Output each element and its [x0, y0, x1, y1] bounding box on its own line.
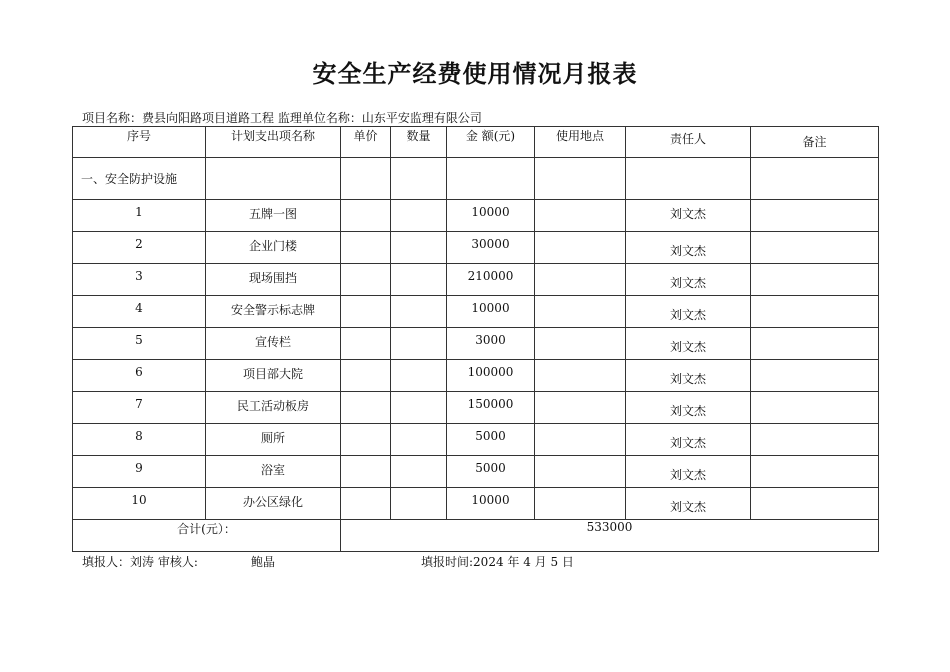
row-seq: 6 — [73, 360, 206, 392]
table-row — [73, 456, 879, 488]
total-label: 合计(元）： — [73, 520, 341, 552]
row-item: 浴室 — [206, 456, 341, 488]
header-location: 使用地点 — [535, 127, 626, 158]
row-responsible: 刘文杰 — [626, 488, 751, 520]
report-title: 安全生产经费使用情况月报表 — [312, 60, 638, 88]
row-item: 厕所 — [206, 424, 341, 456]
row-item: 安全警示标志牌 — [206, 296, 341, 328]
header-item: 计划支出项名称 — [206, 127, 341, 158]
filler-reviewer: 填报人：刘涛 审核人: — [82, 555, 198, 569]
expense-table — [72, 126, 879, 552]
table-header-row — [73, 127, 879, 158]
section-label: 一、安全防护设施 — [73, 158, 206, 200]
row-responsible: 刘文杰 — [626, 360, 751, 392]
row-item: 现场围挡 — [206, 264, 341, 296]
header-remark: 备注 — [751, 127, 879, 158]
section-row — [73, 158, 879, 200]
row-seq: 4 — [73, 296, 206, 328]
row-amount: 150000 — [447, 392, 535, 424]
row-amount: 10000 — [447, 296, 535, 328]
row-amount: 210000 — [447, 264, 535, 296]
table-row — [73, 360, 879, 392]
row-seq: 5 — [73, 328, 206, 360]
row-amount: 10000 — [447, 488, 535, 520]
table-row — [73, 296, 879, 328]
table-row — [73, 200, 879, 232]
row-seq: 9 — [73, 456, 206, 488]
header-amount: 金 额(元) — [447, 127, 535, 158]
row-responsible: 刘文杰 — [626, 232, 751, 264]
total-value: 533000 — [341, 520, 879, 552]
row-seq: 7 — [73, 392, 206, 424]
row-amount: 10000 — [447, 200, 535, 232]
report-date: 填报时间:2024 年 4 月 5 日 — [421, 555, 574, 569]
row-responsible: 刘文杰 — [626, 200, 751, 232]
row-item: 宣传栏 — [206, 328, 341, 360]
table-row — [73, 424, 879, 456]
header-unit-price: 单价 — [341, 127, 391, 158]
row-amount: 30000 — [447, 232, 535, 264]
row-responsible: 刘文杰 — [626, 424, 751, 456]
row-seq: 8 — [73, 424, 206, 456]
project-info: 项目名称：费县向阳路项目道路工程 监理单位名称：山东平安监理有限公司 — [82, 111, 482, 125]
row-responsible: 刘文杰 — [626, 264, 751, 296]
row-item: 企业门楼 — [206, 232, 341, 264]
header-seq: 序号 — [73, 127, 206, 158]
row-responsible: 刘文杰 — [626, 456, 751, 488]
row-amount: 5000 — [447, 424, 535, 456]
row-seq: 3 — [73, 264, 206, 296]
row-amount: 5000 — [447, 456, 535, 488]
row-amount: 100000 — [447, 360, 535, 392]
header-quantity: 数量 — [391, 127, 447, 158]
table-row — [73, 488, 879, 520]
table-row — [73, 232, 879, 264]
reviewer-name: 鲍晶 — [251, 555, 276, 569]
row-seq: 2 — [73, 232, 206, 264]
row-responsible: 刘文杰 — [626, 392, 751, 424]
row-item: 项目部大院 — [206, 360, 341, 392]
table-row — [73, 392, 879, 424]
row-responsible: 刘文杰 — [626, 328, 751, 360]
total-row — [73, 520, 879, 552]
row-item: 民工活动板房 — [206, 392, 341, 424]
table-row — [73, 328, 879, 360]
row-responsible: 刘文杰 — [626, 296, 751, 328]
row-item: 办公区绿化 — [206, 488, 341, 520]
row-item: 五牌一图 — [206, 200, 341, 232]
table-row — [73, 264, 879, 296]
row-seq: 1 — [73, 200, 206, 232]
row-amount: 3000 — [447, 328, 535, 360]
header-responsible: 责任人 — [626, 127, 751, 158]
row-seq: 10 — [73, 488, 206, 520]
